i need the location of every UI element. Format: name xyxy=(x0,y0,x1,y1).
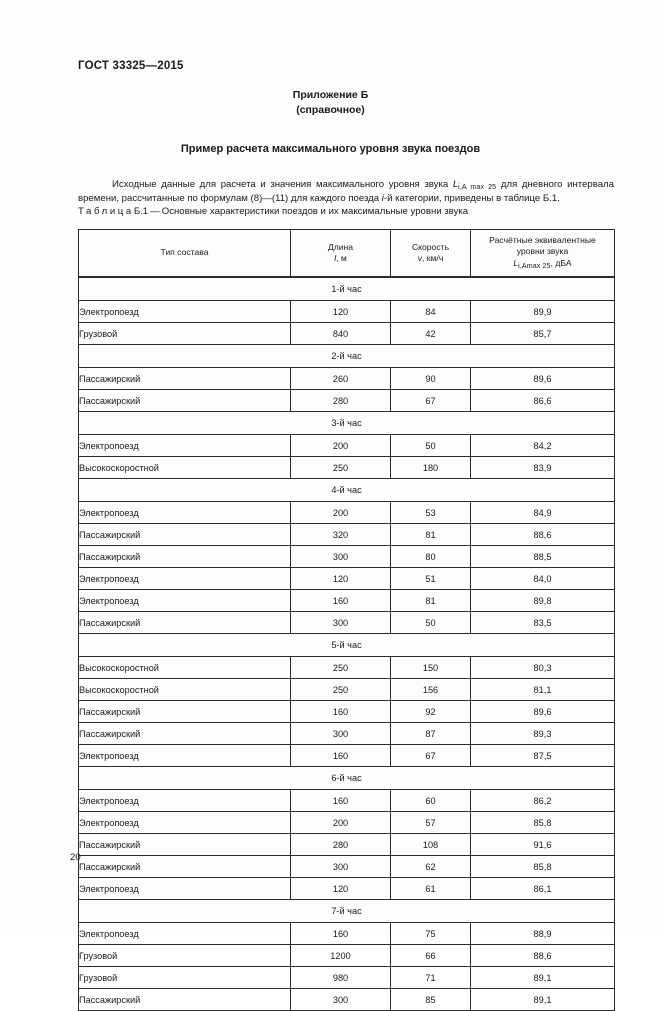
table-row xyxy=(79,679,615,701)
table-row xyxy=(79,657,615,679)
cell-length: 200 xyxy=(291,502,391,524)
intro-formula-subscript: i,A max 25 xyxy=(458,182,497,191)
cell-speed: 150 xyxy=(391,657,471,679)
cell-length: 200 xyxy=(291,435,391,457)
length-symbol: l xyxy=(334,253,337,263)
cell-speed: 66 xyxy=(391,945,471,967)
table-header-row xyxy=(79,230,615,278)
cell-speed: 156 xyxy=(391,679,471,701)
cell-length: 120 xyxy=(291,878,391,900)
annex-label: Приложение Б xyxy=(292,89,369,101)
column-header-length-line2 xyxy=(295,253,386,264)
cell-sound-level: 86,2 xyxy=(471,790,615,812)
table-row xyxy=(79,701,615,723)
table-caption-number: Б.1 xyxy=(133,206,149,217)
table-caption-text: Основные характеристики поездов и их максимальные уровни звука xyxy=(161,206,469,217)
cell-length: 840 xyxy=(291,323,391,345)
cell-speed: 90 xyxy=(391,368,471,390)
hour-group-row xyxy=(79,479,615,502)
column-header-train-type xyxy=(79,230,291,278)
column-header-length xyxy=(291,230,391,278)
cell-sound-level: 85,8 xyxy=(471,856,615,878)
column-header-sound-level-line1: Расчётные эквивалентные xyxy=(489,234,596,245)
cell-length: 120 xyxy=(291,568,391,590)
cell-sound-level: 88,6 xyxy=(471,945,615,967)
cell-sound-level: 86,1 xyxy=(471,878,615,900)
cell-length: 300 xyxy=(291,723,391,745)
cell-train-type: Пассажирский xyxy=(79,390,291,412)
cell-train-type: Пассажирский xyxy=(79,989,291,1011)
cell-speed: 57 xyxy=(391,812,471,834)
cell-train-type: Электропоезд xyxy=(79,590,291,612)
table-row xyxy=(79,790,615,812)
cell-sound-level: 89,9 xyxy=(471,301,615,323)
cell-train-type: Электропоезд xyxy=(79,790,291,812)
cell-speed: 81 xyxy=(391,524,471,546)
cell-length: 980 xyxy=(291,967,391,989)
length-units: , м xyxy=(336,253,347,263)
running-head-standard-number: ГОСТ 33325—2015 xyxy=(78,60,184,72)
cell-length: 160 xyxy=(291,790,391,812)
cell-train-type: Пассажирский xyxy=(79,368,291,390)
cell-train-type: Электропоезд xyxy=(79,301,291,323)
table-row xyxy=(79,878,615,900)
cell-speed: 67 xyxy=(391,745,471,767)
hour-group-row xyxy=(79,412,615,435)
hour-group-row xyxy=(79,345,615,368)
column-header-speed xyxy=(391,230,471,278)
table-container xyxy=(78,229,614,1011)
cell-speed: 180 xyxy=(391,457,471,479)
column-header-sound-level xyxy=(471,230,615,278)
cell-sound-level: 89,6 xyxy=(471,368,615,390)
speed-units: , км/ч xyxy=(421,253,444,263)
cell-sound-level: 84,0 xyxy=(471,568,615,590)
cell-train-type: Электропоезд xyxy=(79,923,291,945)
cell-train-type: Электропоезд xyxy=(79,435,291,457)
cell-train-type: Электропоезд xyxy=(79,568,291,590)
cell-sound-level: 89,6 xyxy=(471,701,615,723)
table-caption-word: Таблица xyxy=(78,206,134,217)
cell-train-type: Высокоскоростной xyxy=(79,679,291,701)
cell-sound-level: 88,5 xyxy=(471,546,615,568)
column-header-sound-level-inner xyxy=(471,233,614,273)
cell-speed: 42 xyxy=(391,323,471,345)
hour-group-row xyxy=(79,900,615,923)
cell-sound-level: 89,1 xyxy=(471,967,615,989)
column-header-speed-line1: Скорость xyxy=(411,241,450,252)
table-row xyxy=(79,323,615,345)
table-row xyxy=(79,524,615,546)
cell-speed: 60 xyxy=(391,790,471,812)
cell-sound-level: 81,1 xyxy=(471,679,615,701)
cell-sound-level: 88,9 xyxy=(471,923,615,945)
cell-train-type: Электропоезд xyxy=(79,502,291,524)
cell-sound-level: 84,9 xyxy=(471,502,615,524)
intro-paragraph xyxy=(78,178,614,207)
cell-length: 300 xyxy=(291,546,391,568)
cell-sound-level: 87,5 xyxy=(471,745,615,767)
cell-train-type: Пассажирский xyxy=(79,723,291,745)
sound-level-units: , дБА xyxy=(550,257,572,268)
table-row xyxy=(79,590,615,612)
table-row xyxy=(79,834,615,856)
table-row xyxy=(79,856,615,878)
cell-sound-level: 89,8 xyxy=(471,590,615,612)
intro-text-part2: для дневного интервала времени, рассчитанные по формулам (8)—(11) для каждого поезда xyxy=(78,178,614,205)
cell-length: 160 xyxy=(291,701,391,723)
cell-sound-level: 85,8 xyxy=(471,812,615,834)
cell-train-type: Грузовой xyxy=(79,945,291,967)
cell-train-type: Пассажирский xyxy=(79,546,291,568)
cell-length: 160 xyxy=(291,745,391,767)
sound-level-subscript: i,Amax 25 xyxy=(518,261,551,270)
hour-group-label: 4-й час xyxy=(79,479,615,502)
table-head xyxy=(79,230,615,278)
table-row xyxy=(79,457,615,479)
cell-speed: 85 xyxy=(391,989,471,1011)
hour-group-label: 7-й час xyxy=(79,900,615,923)
cell-sound-level: 89,3 xyxy=(471,723,615,745)
table-row xyxy=(79,368,615,390)
cell-train-type: Электропоезд xyxy=(79,878,291,900)
cell-length: 280 xyxy=(291,390,391,412)
cell-speed: 53 xyxy=(391,502,471,524)
cell-length: 160 xyxy=(291,590,391,612)
cell-sound-level: 89,1 xyxy=(471,989,615,1011)
annex-kind: (справочное) xyxy=(296,103,365,116)
hour-group-row xyxy=(79,277,615,301)
cell-train-type: Пассажирский xyxy=(79,834,291,856)
cell-sound-level: 83,9 xyxy=(471,457,615,479)
hour-group-label: 1-й час xyxy=(79,277,615,301)
cell-sound-level: 83,5 xyxy=(471,612,615,634)
table-row xyxy=(79,390,615,412)
speed-symbol: v xyxy=(417,253,422,263)
cell-sound-level: 88,6 xyxy=(471,524,615,546)
table-row xyxy=(79,745,615,767)
cell-length: 200 xyxy=(291,812,391,834)
cell-speed: 81 xyxy=(391,590,471,612)
hour-group-label: 5-й час xyxy=(79,634,615,657)
sound-level-symbol: L xyxy=(513,257,519,268)
page-number: 20 xyxy=(70,852,81,863)
intro-text-part3: -й категории, приведены в таблице Б.1. xyxy=(383,193,560,205)
cell-train-type: Пассажирский xyxy=(79,524,291,546)
table-row xyxy=(79,435,615,457)
hour-group-label: 6-й час xyxy=(79,767,615,790)
cell-train-type: Грузовой xyxy=(79,967,291,989)
table-row xyxy=(79,723,615,745)
table-row xyxy=(79,502,615,524)
cell-speed: 61 xyxy=(391,878,471,900)
table-caption xyxy=(78,206,468,217)
table-caption-dash: — xyxy=(150,206,160,217)
table-row xyxy=(79,301,615,323)
cell-speed: 92 xyxy=(391,701,471,723)
cell-speed: 62 xyxy=(391,856,471,878)
cell-train-type: Пассажирский xyxy=(79,856,291,878)
cell-sound-level: 91,6 xyxy=(471,834,615,856)
cell-sound-level: 84,2 xyxy=(471,435,615,457)
cell-length: 300 xyxy=(291,989,391,1011)
cell-speed: 87 xyxy=(391,723,471,745)
cell-length: 250 xyxy=(291,657,391,679)
column-header-length-line1: Длина xyxy=(327,241,354,252)
intro-italic-i: i xyxy=(381,193,384,205)
cell-train-type: Высокоскоростной xyxy=(79,457,291,479)
cell-length: 300 xyxy=(291,856,391,878)
cell-length: 250 xyxy=(291,457,391,479)
column-header-train-type-label: Тип состава xyxy=(160,247,209,258)
cell-speed: 50 xyxy=(391,612,471,634)
cell-length: 120 xyxy=(291,301,391,323)
cell-length: 260 xyxy=(291,368,391,390)
intro-formula xyxy=(453,179,496,190)
cell-train-type: Пассажирский xyxy=(79,612,291,634)
cell-train-type: Грузовой xyxy=(79,323,291,345)
cell-speed: 71 xyxy=(391,967,471,989)
cell-train-type: Электропоезд xyxy=(79,745,291,767)
cell-speed: 80 xyxy=(391,546,471,568)
table-row xyxy=(79,612,615,634)
cell-speed: 75 xyxy=(391,923,471,945)
train-characteristics-table xyxy=(78,229,615,1011)
hour-group-row xyxy=(79,767,615,790)
cell-length: 250 xyxy=(291,679,391,701)
column-header-sound-level-line2: уровни звука xyxy=(516,246,569,257)
table-row xyxy=(79,967,615,989)
cell-train-type: Пассажирский xyxy=(79,701,291,723)
cell-speed: 50 xyxy=(391,435,471,457)
column-header-sound-level-formula xyxy=(475,258,610,271)
cell-length: 1200 xyxy=(291,945,391,967)
column-header-speed-inner xyxy=(391,240,470,267)
hour-group-label: 3-й час xyxy=(79,412,615,435)
cell-speed: 108 xyxy=(391,834,471,856)
intro-text-part1: Исходные данные для расчета и значения максимального уровня звука xyxy=(112,178,453,190)
cell-length: 160 xyxy=(291,923,391,945)
cell-sound-level: 80,3 xyxy=(471,657,615,679)
cell-sound-level: 85,7 xyxy=(471,323,615,345)
annex-title: Пример расчета максимального уровня звука поездов xyxy=(180,143,481,155)
cell-train-type: Электропоезд xyxy=(79,812,291,834)
table-body xyxy=(79,277,615,1011)
cell-length: 300 xyxy=(291,612,391,634)
table-row xyxy=(79,989,615,1011)
cell-speed: 51 xyxy=(391,568,471,590)
cell-speed: 67 xyxy=(391,390,471,412)
table-row xyxy=(79,812,615,834)
cell-train-type: Высокоскоростной xyxy=(79,657,291,679)
table-row xyxy=(79,945,615,967)
table-row xyxy=(79,923,615,945)
table-row xyxy=(79,546,615,568)
cell-length: 320 xyxy=(291,524,391,546)
intro-formula-base: L xyxy=(452,178,459,190)
cell-speed: 84 xyxy=(391,301,471,323)
hour-group-row xyxy=(79,634,615,657)
cell-sound-level: 86,6 xyxy=(471,390,615,412)
column-header-speed-line2 xyxy=(395,253,466,264)
hour-group-label: 2-й час xyxy=(79,345,615,368)
table-row xyxy=(79,568,615,590)
annex-heading-block xyxy=(0,88,661,118)
cell-length: 280 xyxy=(291,834,391,856)
column-header-length-inner xyxy=(291,240,390,267)
